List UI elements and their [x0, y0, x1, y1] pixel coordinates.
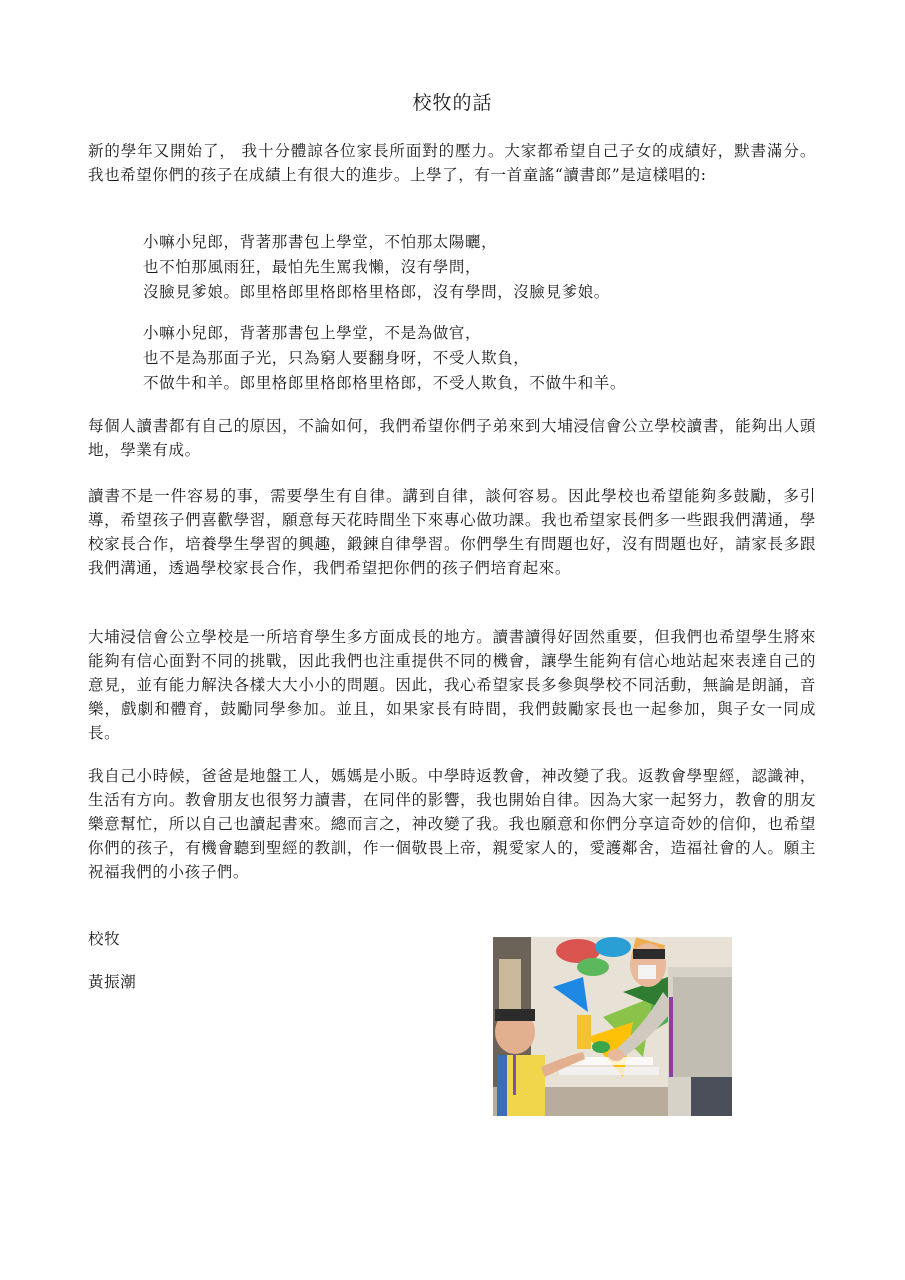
discipline-paragraph: 讀書不是一件容易的事，需要學生有自律。講到自律，談何容易。因此學校也希望能夠多鼓勵，多引導，希望孩子們喜歡學習，願意每天花時間坐下來專心做功課。我也希望家長們多一些跟我們溝通，學校家長合作，培養學生學習的興趣，鍛鍊自律學習。你們學生有問題也好，沒有問題也好，請家長多跟我們溝通，透過學校家長合作，我們希望把你們的孩子們培育起來。: [88, 487, 816, 577]
poem-line: 不做牛和羊。郎里格郎里格郎格里格郎，不受人欺負，不做牛和羊。: [143, 374, 627, 392]
signature-name: 黃振潮: [88, 973, 137, 991]
chaplain-with-student-photo: [493, 937, 732, 1116]
signature-role: 校牧: [88, 930, 121, 948]
reason-paragraph: 每個人讀書都有自己的原因，不論如何，我們希望你們子弟來到大埔浸信會公立學校讀書，能夠出人頭地，學業有成。: [88, 417, 816, 459]
school-paragraph: 大埔浸信會公立學校是一所培育學生多方面成長的地方。讀書讀得好固然重要，但我們也希望學生將來能夠有信心面對不同的挑戰，因此我們也注重提供不同的機會，讓學生能夠有信心地站起來表達自己的意見，並有能力解決各樣大大小小的問題。因此，我心希望家長多參與學校不同活動，無論是朗誦，音樂，戲劇和體育，鼓勵同學參加。並且，如果家長有時間，我們鼓勵家長也一起參加，與子女一同成長。: [88, 628, 816, 742]
poem-stanza-2: [143, 321, 783, 396]
poem-line: 沒臉見爹娘。郎里格郎里格郎格里格郎，沒有學問，沒臉見爹娘。: [143, 283, 610, 301]
poem-line: 小嘛小兒郎，背著那書包上學堂，不怕那太陽曬，: [143, 233, 498, 251]
poem-line: 小嘛小兒郎，背著那書包上學堂，不是為做官，: [143, 324, 482, 342]
poem-line: 也不是為那面子光，只為窮人要翻身呀，不受人欺負，: [143, 349, 530, 367]
testimony-paragraph: 我自己小時候，爸爸是地盤工人，媽媽是小販。中學時返教會，神改變了我。返教會學聖經，認識神，生活有方向。教會朋友也很努力讀書，在同伴的影響，我也開始自律。因為大家一起努力，教會的朋友樂意幫忙，所以自己也讀起書來。總而言之，神改變了我。我也願意和你們分享這奇妙的信仰，也希望你們的孩子，有機會聽到聖經的教訓，作一個敬畏上帝，親愛家人的，愛護鄰舍，造福社會的人。願主祝福我們的小孩子們。: [88, 767, 816, 881]
page-title: 校牧的話: [412, 92, 493, 114]
intro-paragraph: 新的學年又開始了， 我十分體諒各位家長所面對的壓力。大家都希望自己子女的成績好，默書滿分。 我也希望你們的孩子在成績上有很大的進步。上學了，有一首童謠“讀書郎”是這樣唱的:: [88, 142, 816, 184]
poem-stanza-1: [143, 230, 783, 305]
poem-line: 也不怕那風雨狂，最怕先生罵我懶，沒有學問，: [143, 258, 482, 276]
